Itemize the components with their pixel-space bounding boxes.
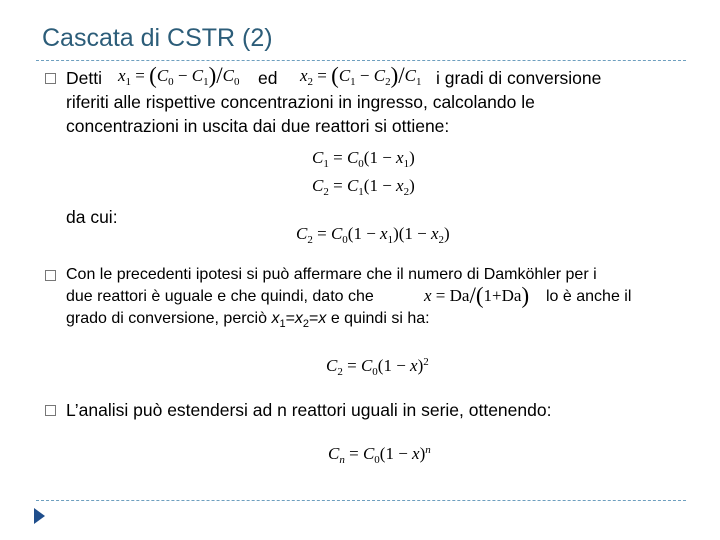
var-x1-sub: 1 xyxy=(279,318,286,331)
var-x: x xyxy=(318,310,327,327)
bullet-marker xyxy=(45,73,56,84)
var-x2-sub: 2 xyxy=(302,318,310,331)
bullet-marker xyxy=(45,270,56,281)
slide-title: Cascata di CSTR (2) xyxy=(42,24,273,52)
formula-cn: $C_n = C_0(1 - x)^n$ xyxy=(328,444,431,466)
bullet-2-text-c: lo è anche il xyxy=(546,288,632,305)
formula-c1: $C_1 = C_0(1 - x_1)$ xyxy=(312,148,415,170)
bullet-1-text-c: concentrazioni in uscita dai due reattori si ottiene: xyxy=(66,116,450,136)
equals-sign: = xyxy=(309,310,319,327)
bullet-2-text-d-end: e quindi si ha: xyxy=(326,310,430,327)
bullet-marker xyxy=(45,405,56,416)
bullet-2-text-d-start: grado di conversione, perciò xyxy=(66,310,272,327)
bullet-3-text: L’analisi può estendersi ad n reattori uguali in serie, ottenendo: xyxy=(66,400,552,420)
footer-divider xyxy=(36,500,686,501)
bullet-2-text-b: due reattori è uguale e che quindi, dato che xyxy=(66,288,374,305)
bullet-1-text-b: riferiti alle rispettive concentrazioni in ingresso, calcolando le xyxy=(66,92,535,112)
equals-sign: = xyxy=(285,310,295,327)
formula-x-damkohler: x = Da/(1+Da) xyxy=(424,283,530,308)
navigation-arrow-icon xyxy=(34,508,45,524)
bullet-2-text-a: Con le precedenti ipotesi si può affermare che il numero di Damköhler per i xyxy=(66,266,597,283)
title-divider xyxy=(36,60,686,61)
formula-c2-equal-reactors: $C_2 = C_0(1 - x)^2$ xyxy=(326,356,429,378)
var-x1: x xyxy=(271,310,280,327)
bullet-2-text-d xyxy=(66,308,430,335)
da-cui-label: da cui: xyxy=(66,207,118,227)
formula-c2: $C_2 = C_1(1 - x_2)$ xyxy=(312,176,415,198)
bullet-1-ed: ed xyxy=(258,68,278,88)
bullet-1-text-a: i gradi di conversione xyxy=(436,68,602,88)
var-x2: x xyxy=(294,310,303,327)
formula-c2-combined: $C_2 = C_0(1 - x_1)(1 - x_2)$ xyxy=(296,224,450,246)
formula-x1-definition: $x_1 = (C_0 - C_1)/C_0$ xyxy=(118,63,240,88)
bullet-1-detti: Detti xyxy=(66,68,102,88)
formula-x2-definition: $x_2 = (C_1 - C_2)/C_1$ xyxy=(300,63,422,88)
